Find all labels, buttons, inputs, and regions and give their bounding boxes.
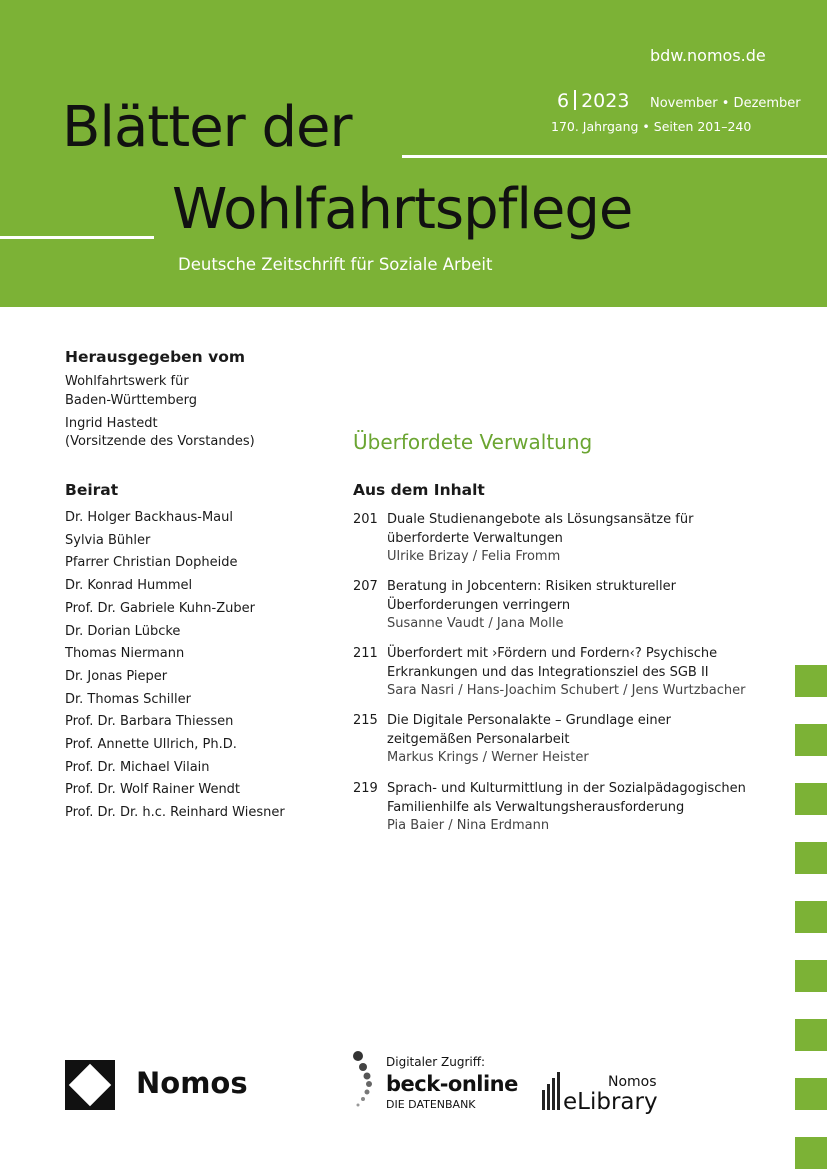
issue-theme: Überfordete Verwaltung: [353, 430, 593, 454]
elibrary-logo-text: eLibrary: [563, 1089, 658, 1115]
article-authors: Susanne Vaudt / Jana Molle: [387, 616, 564, 631]
volume-pages: 170. Jahrgang • Seiten 201–240: [551, 119, 752, 134]
issue-months: November • Dezember: [650, 96, 801, 111]
beck-database-label: DIE DATENBANK: [386, 1098, 476, 1111]
article-title-line1: Sprach- und Kulturmittlung in der Sozialpädagogischen: [387, 781, 746, 796]
board-member: Prof. Dr. Michael Vilain: [65, 759, 210, 775]
journal-subtitle: Deutsche Zeitschrift für Soziale Arbeit: [178, 255, 493, 274]
edge-tab-marker: [795, 724, 827, 756]
cover-header: [0, 0, 827, 307]
journal-url[interactable]: bdw.nomos.de: [650, 46, 766, 65]
issue-year: 2023: [581, 90, 630, 112]
edge-tab-marker: [795, 901, 827, 933]
elibrary-nomos-label: Nomos: [608, 1074, 657, 1090]
board-member: Dr. Thomas Schiller: [65, 691, 191, 707]
edge-tab-marker: [795, 1019, 827, 1051]
article-page: 207: [353, 579, 378, 594]
article-title-line1: Die Digitale Personalakte – Grundlage einer: [387, 713, 671, 728]
board-member: Prof. Annette Ullrich, Ph.D.: [65, 737, 237, 753]
title-rule-right: [402, 155, 827, 158]
journal-title-line2: Wohlfahrtspflege: [172, 177, 633, 242]
publisher-org-line1: Wohlfahrtswerk für: [65, 374, 189, 389]
article-title-line2: zeitgemäßen Personalarbeit: [387, 731, 570, 747]
publisher-heading: Herausgegeben vom: [65, 348, 246, 366]
issue-number-value: 6: [557, 90, 570, 112]
issue-number: [557, 90, 629, 112]
board-member: Dr. Dorian Lübcke: [65, 623, 181, 639]
article-authors: Markus Krings / Werner Heister: [387, 750, 589, 765]
nomos-diamond-shape: [69, 1064, 111, 1106]
article-authors: Ulrike Brizay / Felia Fromm: [387, 549, 561, 564]
board-member: Prof. Dr. Gabriele Kuhn-Zuber: [65, 600, 255, 616]
article-title-line2: überforderte Verwaltungen: [387, 530, 563, 546]
article-title-line1: Duale Studienangebote als Lösungsansätze für: [387, 512, 694, 527]
article-title-line2: Erkrankungen und das Integrationsziel des SGB II: [387, 664, 709, 680]
article-title-line2: Familienhilfe als Verwaltungsherausforderung: [387, 799, 685, 815]
article-page: 211: [353, 646, 378, 661]
article-page: 219: [353, 781, 378, 796]
article-authors: Sara Nasri / Hans-Joachim Schubert / Jens Wurtzbacher: [387, 683, 746, 698]
article-authors: Pia Baier / Nina Erdmann: [387, 818, 550, 833]
edge-tab-marker: [795, 1137, 827, 1169]
board-list: [65, 507, 285, 825]
board-member: Thomas Niermann: [65, 646, 185, 662]
article-page: 201: [353, 512, 378, 527]
publisher-org-line2: Baden-Württemberg: [65, 393, 197, 408]
edge-tab-marker: [795, 1078, 827, 1110]
publisher-role: (Vorsitzende des Vorstandes): [65, 434, 255, 449]
edge-tab-marker: [795, 960, 827, 992]
beck-online-dots-icon: [352, 1050, 376, 1112]
board-member: Dr. Holger Backhaus-Maul: [65, 510, 233, 525]
board-heading: Beirat: [65, 481, 119, 499]
article-title-line1: Beratung in Jobcentern: Risiken struktureller: [387, 579, 676, 594]
nomos-logo-text: Nomos: [136, 1066, 248, 1100]
board-member: Pfarrer Christian Dopheide: [65, 555, 238, 571]
title-rule-left: [0, 236, 154, 239]
nomos-logo-icon: [65, 1060, 115, 1110]
edge-tab-marker: [795, 665, 827, 697]
edge-tab-marker: [795, 783, 827, 815]
article-title-line1: Überfordert mit ›Fördern und Fordern‹? Psychische: [387, 646, 718, 661]
beck-access-label: Digitaler Zugriff:: [386, 1055, 486, 1069]
board-member: Dr. Jonas Pieper: [65, 668, 168, 684]
board-member: Sylvia Bühler: [65, 532, 151, 548]
beck-online-logo-text: beck-online: [386, 1072, 518, 1096]
board-member: Prof. Dr. Wolf Rainer Wendt: [65, 782, 241, 798]
board-member: Dr. Konrad Hummel: [65, 578, 193, 594]
publisher-person: Ingrid Hastedt: [65, 416, 158, 431]
board-member: Prof. Dr. Barbara Thiessen: [65, 714, 234, 730]
contents-heading: Aus dem Inhalt: [353, 481, 485, 499]
journal-title-line1: Blätter der: [62, 95, 352, 160]
issue-divider: [574, 90, 576, 110]
article-title-line2: Überforderungen verringern: [387, 597, 571, 613]
article-page: 215: [353, 713, 378, 728]
board-member: Prof. Dr. Dr. h.c. Reinhard Wiesner: [65, 805, 285, 821]
edge-tab-marker: [795, 842, 827, 874]
